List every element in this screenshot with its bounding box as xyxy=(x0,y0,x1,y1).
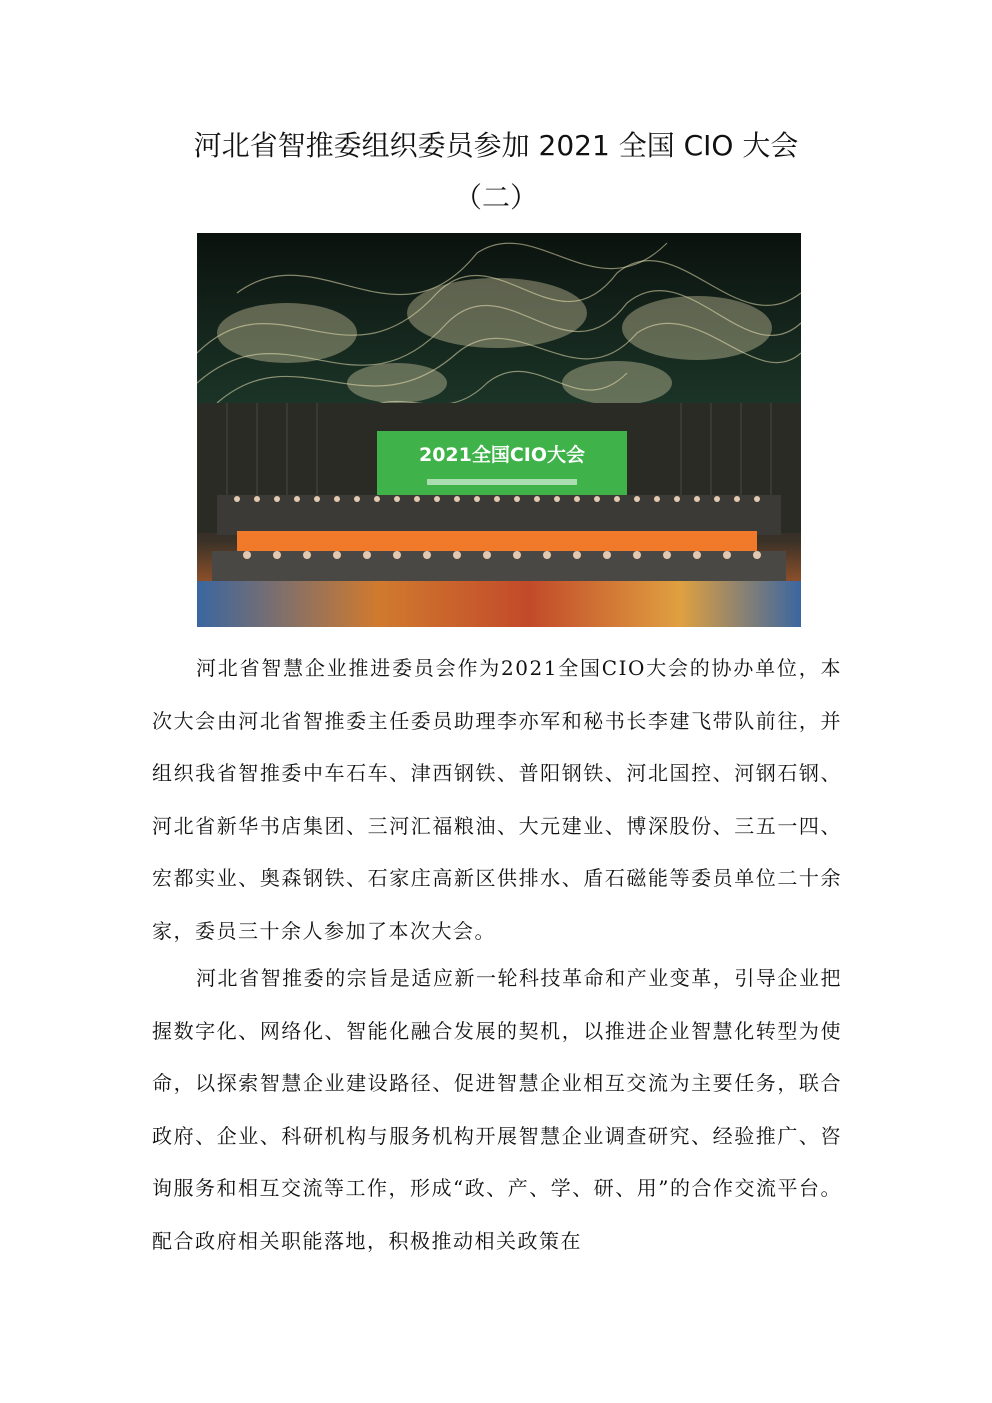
banner-text: 2021全国CIO大会 xyxy=(418,444,586,466)
document-title-line-2: （二） xyxy=(453,181,538,214)
group-photo-illustration xyxy=(197,233,801,627)
paragraph-2: 河北省智推委的宗旨是适应新一轮科技革命和产业变革，引导企业把握数字化、网络化、智能化融合发展的契机，以推进企业智慧化转型为使命，以探索智慧企业建设路径、促进智慧企业相互交流为主要任务，联合政府、企业、科研机构与服务机构开展智慧企业调查研究、经验推广、咨询服务和相互交流等工作，形成“政、产、学、研、用”的合作交流平台。配合政府相关职能落地，积极推动相关政策在 xyxy=(152,966,842,1253)
group-photo xyxy=(197,233,801,627)
document-title-line-1: 河北省智推委组织委员参加 2021 全国 CIO 大会 xyxy=(193,129,799,162)
paragraph-1: 河北省智慧企业推进委员会作为2021全国CIO大会的协办单位，本次大会由河北省智推委主任委员助理李亦军和秘书长李建飞带队前往，并组织我省智推委中车石车、津西钢铁、普阳钢铁、河北国控、河钢石钢、河北省新华书店集团、三河汇福粮油、大元建业、博深股份、三五一四、宏都实业、奥森钢铁、石家庄高新区供排水、盾石磁能等委员单位二十余家，委员三十余人参加了本次大会。 xyxy=(152,656,842,943)
